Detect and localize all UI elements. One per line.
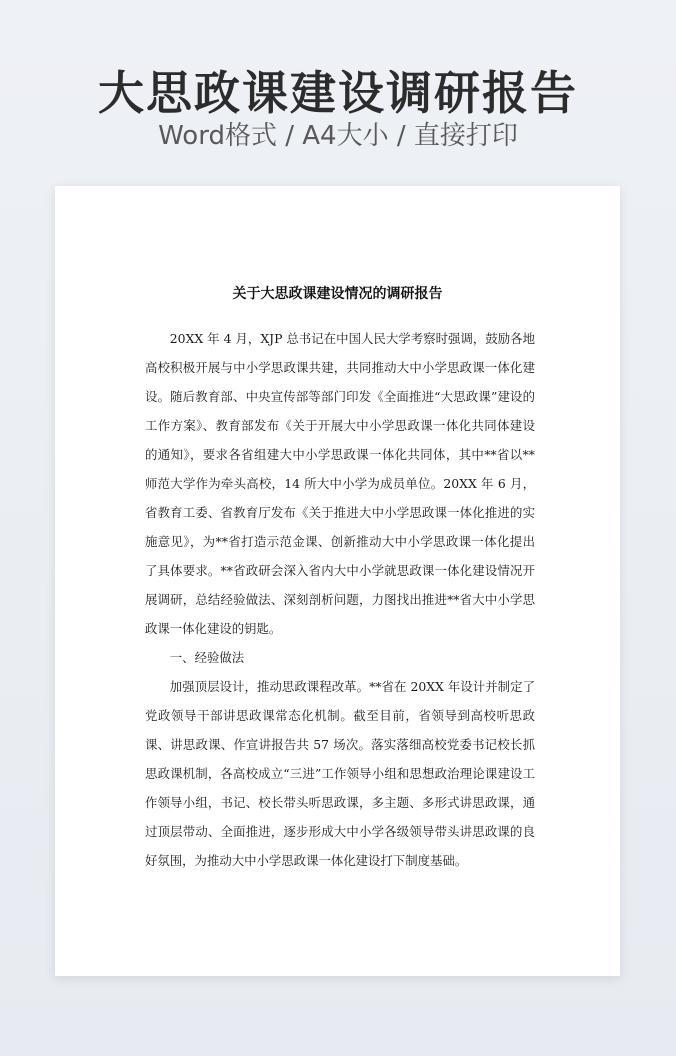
page-subtitle: Word格式 / A4大小 / 直接打印 [158, 121, 518, 151]
document-page [55, 186, 620, 976]
paragraph-intro: 20XX 年 4 月，XJP 总书记在中国人民大学考察时强调，鼓励各地高校积极开展与中小学思政课共建，共同推动大中小学思政课一体化建设。随后教育部、中央宣传部等部门印发《全面推进“大思政课”建设的工作方案》、教育部发布《关于开展大中小学思政课一体化共同体建设的通知》，要求各省组建大中小学思政课一体化共同体，其中**省以**师范大学作为牵头高校，14 所大中小学为成员单位。20XX 年 6 月，省教育工委、省教育厅发布《关于推进大中小学思政课一体化推进的实施意见》，为**省打造示范金课、创新推动大中小学思政课一体化提出了具体要求。**省政研会深入省内大中小学就思政课一体化建设情况开展调研，总结经验做法、深刻剖析问题，力图找出推进**省大中小学思政课一体化建设的钥匙。 [145, 331, 535, 636]
paragraph-experience: 加强顶层设计，推动思政课程改革。**省在 20XX 年设计并制定了党政领导干部讲思政课常态化机制。截至目前，省领导到高校听思政课、讲思政课、作宣讲报告共 57 场次。落实落细高校党委书记校长抓思政课机制，各高校成立“三进”工作领导小组和思想政治理论课建设工作领导小组，书记、校长带头听思政课，多主题、多形式讲思政课，通过顶层带动、全面推进，逐步形成大中小学各级领导带头讲思政课的良好氛围，为推动大中小学思政课一体化建设打下制度基础。 [145, 679, 535, 868]
document-title: 关于大思政课建设情况的调研报告 [232, 286, 443, 302]
document-body [145, 324, 535, 875]
page-title: 大思政课建设调研报告 [98, 66, 578, 120]
section-heading: 一、经验做法 [169, 650, 245, 665]
